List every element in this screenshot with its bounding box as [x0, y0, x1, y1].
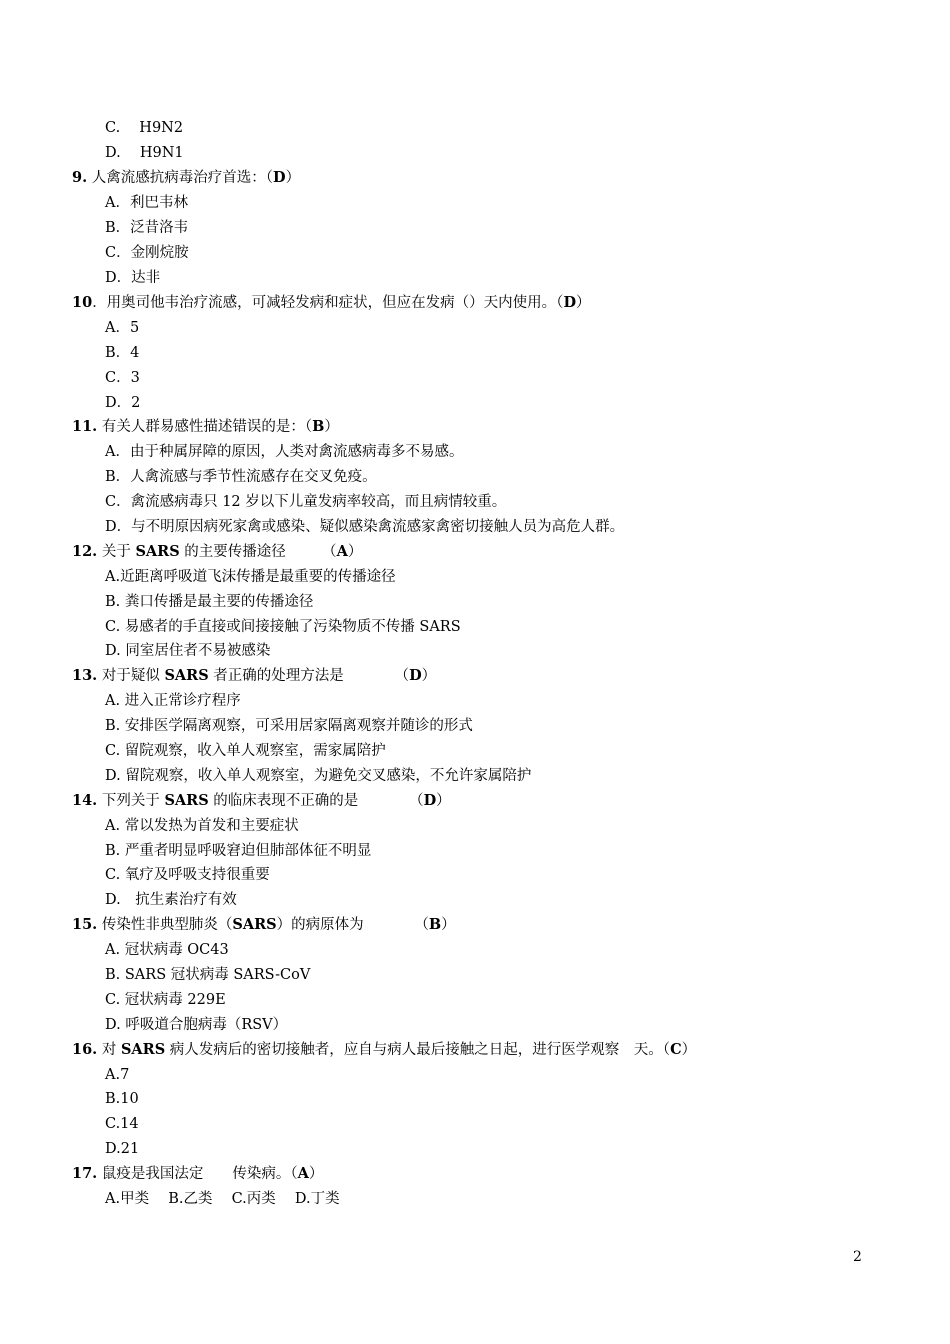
- question-text-mid: 者正确的处理方法是 （: [208, 668, 410, 684]
- question-text-mid: 病人发病后的密切接触者，应自与病人最后接触之日起，进行医学观察 天。（: [165, 1042, 671, 1058]
- question-number: 12.: [72, 543, 98, 560]
- question-17: [72, 1164, 323, 1184]
- sars-term: SARS: [164, 792, 209, 809]
- question-text-end: ）: [436, 793, 451, 809]
- question-10: [72, 293, 591, 313]
- option-a: A. 冠状病毒 OC43: [105, 942, 229, 958]
- question-text: ．用奥司他韦治疗流感，可减轻发病和症状，但应在发病（）天内使用。（: [92, 295, 564, 311]
- question-number: 15.: [72, 916, 98, 933]
- question-text: 对: [97, 1042, 121, 1058]
- option-d: D.21: [105, 1141, 140, 1157]
- option-b: B. SARS 冠状病毒 SARS-CoV: [105, 967, 311, 983]
- option-a: A．利巴韦林: [105, 195, 188, 211]
- option-d: D. 同室居住者不易被感染: [105, 643, 271, 659]
- answer-key: D: [409, 667, 422, 684]
- sars-term: SARS: [120, 1041, 166, 1058]
- option-a: A.近距离呼吸道飞沫传播是最重要的传播途径: [105, 569, 396, 585]
- option-b: B．人禽流感与季节性流感存在交叉免疫。: [105, 469, 377, 485]
- sars-term: SARS: [135, 543, 180, 560]
- option-d: D. H9N1: [105, 145, 184, 161]
- option-d: D．2: [105, 395, 141, 411]
- option-b: B. 粪口传播是最主要的传播途径: [105, 594, 314, 610]
- answer-key: D: [423, 792, 437, 809]
- option-b: B. 严重者明显呼吸窘迫但肺部体征不明显: [105, 843, 372, 859]
- question-11: [72, 417, 339, 437]
- question-text: 关于: [97, 544, 136, 560]
- option-c: C．3: [105, 370, 140, 386]
- question-text-end: ）: [681, 1042, 697, 1058]
- question-text: 有关人群易感性描述错误的是：（: [97, 419, 313, 435]
- question-text-mid: ）的病原体为 （: [276, 917, 429, 933]
- option-b: B．泛昔洛韦: [105, 220, 189, 236]
- option-c: C. 留院观察，收入单人观察室，需家属陪护: [105, 743, 386, 759]
- question-number: 10: [72, 294, 93, 311]
- option-b: B. 安排医学隔离观察，可采用居家隔离观察并随诊的形式: [105, 718, 473, 734]
- question-text: 鼠疫是我国法定 传染病。（: [97, 1166, 298, 1182]
- option-c: C. 冠状病毒 229E: [105, 992, 226, 1008]
- option-c: C.14: [105, 1116, 139, 1132]
- question-text-end: ）: [576, 295, 591, 311]
- sars-term: SARS: [164, 667, 209, 684]
- option-d: D. 呼吸道合胞病毒（RSV）: [105, 1017, 288, 1033]
- question-9: [72, 168, 300, 188]
- answer-key: B: [428, 916, 442, 933]
- question-text: 人禽流感抗病毒治疗首选：（: [87, 170, 273, 186]
- answer-key: D: [273, 169, 286, 186]
- page-number: 2: [853, 1249, 862, 1265]
- option-d: D．与不明原因病死家禽或感染、疑似感染禽流感家禽密切接触人员为高危人群。: [105, 519, 625, 535]
- question-15: [72, 915, 456, 935]
- option-c: C．金刚烷胺: [105, 245, 189, 261]
- question-12: [72, 542, 362, 562]
- question-text-mid: 的主要传播途径 （: [179, 544, 337, 560]
- option-c: C. 氧疗及呼吸支持很重要: [105, 867, 270, 883]
- option-a: A．由于种属屏障的原因，人类对禽流感病毒多不易感。: [105, 444, 464, 460]
- option-b: B．4: [105, 345, 140, 361]
- option-d: D．达非: [105, 270, 161, 286]
- answer-key: B: [312, 418, 325, 435]
- option-a: A. 常以发热为首发和主要症状: [105, 818, 299, 834]
- question-text-end: ）: [441, 917, 456, 933]
- question-text-mid: 的临床表现不正确的是 （: [208, 793, 424, 809]
- answer-key: A: [297, 1165, 309, 1182]
- option-d: D. 抗生素治疗有效: [105, 892, 237, 908]
- options-row: A.甲类 B.乙类 C.丙类 D.丁类: [105, 1191, 340, 1207]
- question-number: 9.: [72, 169, 88, 186]
- question-text: 对于疑似: [97, 668, 165, 684]
- question-text-end: ）: [421, 668, 437, 684]
- option-c: C．禽流感病毒只 12 岁以下儿童发病率较高，而且病情较重。: [105, 494, 507, 510]
- question-13: [72, 666, 436, 686]
- option-a: A. 进入正常诊疗程序: [105, 693, 241, 709]
- question-number: 13.: [72, 667, 98, 684]
- answer-key: A: [336, 543, 348, 560]
- question-number: 11.: [72, 418, 98, 435]
- option-b: B.10: [105, 1091, 139, 1107]
- question-14: [72, 791, 451, 811]
- question-text: 下列关于: [97, 793, 165, 809]
- option-c: C. H9N2: [105, 120, 184, 136]
- question-16: [72, 1040, 696, 1060]
- option-a: A.7: [105, 1067, 130, 1083]
- question-text-end: ）: [347, 544, 363, 560]
- answer-key: D: [563, 294, 577, 311]
- question-text-end: ）: [324, 419, 339, 435]
- question-number: 14.: [72, 792, 98, 809]
- sars-term: SARS: [232, 916, 277, 933]
- question-number: 17.: [72, 1165, 98, 1182]
- question-text-end: ）: [285, 170, 301, 186]
- option-c: C. 易感者的手直接或间接接触了污染物质不传播 SARS: [105, 619, 461, 635]
- question-text-end: ）: [308, 1166, 324, 1182]
- question-number: 16.: [72, 1041, 98, 1058]
- answer-key: C: [670, 1041, 682, 1058]
- question-text: 传染性非典型肺炎（: [97, 917, 233, 933]
- option-a: A．5: [105, 320, 140, 336]
- option-d: D. 留院观察，收入单人观察室，为避免交叉感染，不允许家属陪护: [105, 768, 532, 784]
